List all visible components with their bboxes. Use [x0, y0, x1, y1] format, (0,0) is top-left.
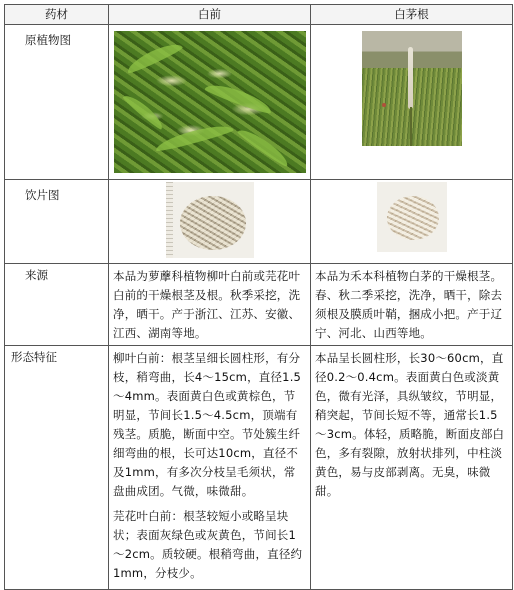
plant-image-label: 原植物图: [5, 25, 109, 180]
baiqian-source-text: 本品为萝藦科植物柳叶白前或芫花叶白前的干燥根茎及根。秋季采挖，洗净，晒干。产于浙江、江苏、安徽、江西、湖南等地。: [109, 264, 311, 346]
baimaogen-slice-cell: [311, 180, 513, 264]
morphology-row: [5, 346, 513, 590]
baiqian-plant-cell: [109, 25, 311, 180]
baiqian-morphology-cell: [109, 346, 311, 590]
baiqian-slice-photo: [166, 182, 254, 258]
plant-image-row: [5, 25, 513, 180]
slice-image-row: [5, 180, 513, 264]
liuye-baiqian-text: 柳叶白前：根茎呈细长圆柱形，有分枝，稍弯曲，长4～15cm，直径1.5～4mm。表面黄白色或黄棕色，节明显，节间长1.5～4.5cm，顶端有残茎。质脆，断面中空。节处簇生纤细弯曲的根，长可达10cm，直径不及1mm，有多次分枝呈毛须状，常盘曲成团。气微，味微甜。: [113, 351, 302, 498]
header-baimaogen-cell: 白茅根: [311, 5, 513, 25]
baimaogen-plant-photo: [362, 31, 462, 146]
source-label: 来源: [5, 264, 109, 346]
baimaogen-slice-photo: [377, 182, 447, 252]
slice-image-label: 饮片图: [5, 180, 109, 264]
header-baiqian-cell: 白前: [109, 5, 311, 25]
ruler-scale: [166, 182, 173, 258]
header-label-cell: 药材: [5, 5, 109, 25]
baimaogen-morphology-text: 本品呈长圆柱形，长30～60cm，直径0.2～0.4cm。表面黄白色或淡黄色，微有光泽，具纵皱纹，节明显，稍突起，节间长短不等，通常长1.5～3cm。体轻，质略脆，断面皮部白色，多有裂隙，放射状排列，中柱淡黄色，易与皮部剥离。无臭，味微甜。: [311, 346, 513, 590]
baiqian-slice-cell: [109, 180, 311, 264]
yuanhuaye-baiqian-text: 芫花叶白前：根茎较短小或略呈块状；表面灰绿色或灰黄色，节间长1～2cm。质较硬。根稍弯曲，直径约1mm，分枝少。: [113, 509, 303, 580]
baimaogen-plant-cell: [311, 25, 513, 180]
comparison-table: [4, 4, 513, 590]
baiqian-plant-photo: [114, 31, 306, 173]
morphology-label: 形态特征: [5, 346, 109, 590]
header-row: [5, 5, 513, 25]
source-row: [5, 264, 513, 346]
baimaogen-source-text: 本品为禾本科植物白茅的干燥根茎。春、秋二季采挖，洗净，晒干，除去须根及膜质叶鞘，捆成小把。产于辽宁、河北、山西等地。: [311, 264, 513, 346]
